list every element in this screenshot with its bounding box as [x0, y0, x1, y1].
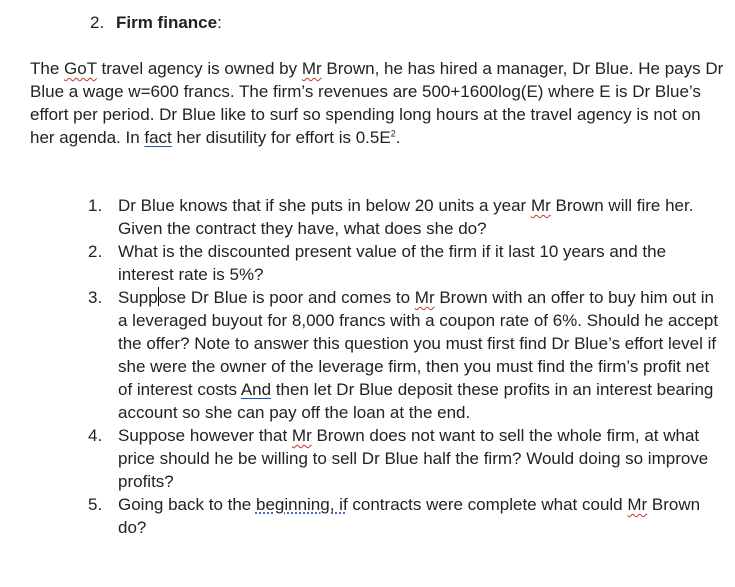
question-text: What is the discounted present value of the firm if it last 10 years and the interest rate is 5%? — [118, 242, 667, 284]
spellcheck-mr: Mr — [291, 426, 312, 445]
intro-text-5: . — [395, 128, 401, 147]
question-item — [88, 240, 720, 286]
question-number: 2. — [88, 242, 103, 261]
question-item — [88, 493, 720, 539]
question-text: Supp — [118, 288, 158, 307]
question-text: Brown do? — [118, 495, 701, 537]
question-number: 1. — [88, 196, 103, 215]
question-list — [88, 194, 720, 539]
question-number: 5. — [88, 495, 103, 514]
question-text: Brown will fire her. Given the contract they have, what does she do? — [118, 196, 694, 238]
question-number: 3. — [88, 288, 103, 307]
spellcheck-mr: Mr — [301, 59, 322, 78]
superscript-2: 2 — [390, 128, 396, 139]
question-text: Going back to the — [118, 495, 256, 514]
intro-paragraph — [30, 57, 725, 149]
intro-text-3: Brown, he has hired a manager, Dr Blue. He pays Dr Blue a wage w=600 francs. The firm’s revenues are 500+1600log(E) where E is Dr Blue’s effort per period. Dr Blue like to surf so spending long hours at the travel agency is not on her agenda. In — [30, 59, 724, 147]
spellcheck-mr: Mr — [414, 288, 435, 307]
question-item — [88, 286, 720, 424]
question-text: then let Dr Blue deposit these profits in an interest bearing account so she can pay off the loan at the end. — [118, 380, 714, 422]
question-text: ose Dr Blue is poor and comes to — [158, 288, 415, 307]
grammar-beginning: beginning, if — [255, 495, 348, 514]
spellcheck-mr: Mr — [530, 196, 551, 215]
question-item — [88, 194, 720, 240]
section-title: Firm finance — [116, 13, 218, 32]
question-text: Dr Blue knows that if she puts in below 20 units a year — [118, 196, 531, 215]
grammar-fact: fact — [144, 128, 172, 147]
intro-text-1: The — [30, 59, 65, 78]
question-text: contracts were complete what could — [347, 495, 628, 514]
question-text: Suppose however that — [118, 426, 292, 445]
grammar-and: And — [240, 380, 272, 399]
intro-text-4: her disutility for effort is 0.5E — [171, 128, 391, 147]
question-number: 4. — [88, 426, 103, 445]
section-heading — [90, 11, 690, 34]
section-title-colon: : — [217, 13, 222, 32]
question-text: Brown with an offer to buy him out in a leveraged buyout for 8,000 francs with a coupon rate of 6%. Should he accept the offer? Note to answer this question you must first find Dr Blue’s effort level if she were the owner of the leverage firm, then you must find the firm’s profit net of interest costs — [118, 288, 719, 399]
spellcheck-mr: Mr — [627, 495, 648, 514]
question-text: Brown does not want to sell the whole firm, at what price should he be willing to sell Dr Blue half the firm? Would doing so improve profits? — [118, 426, 709, 491]
intro-text-2: travel agency is owned by — [96, 59, 302, 78]
question-item — [88, 424, 720, 493]
section-number: 2. — [90, 13, 105, 32]
spellcheck-got: GoT — [64, 59, 97, 78]
